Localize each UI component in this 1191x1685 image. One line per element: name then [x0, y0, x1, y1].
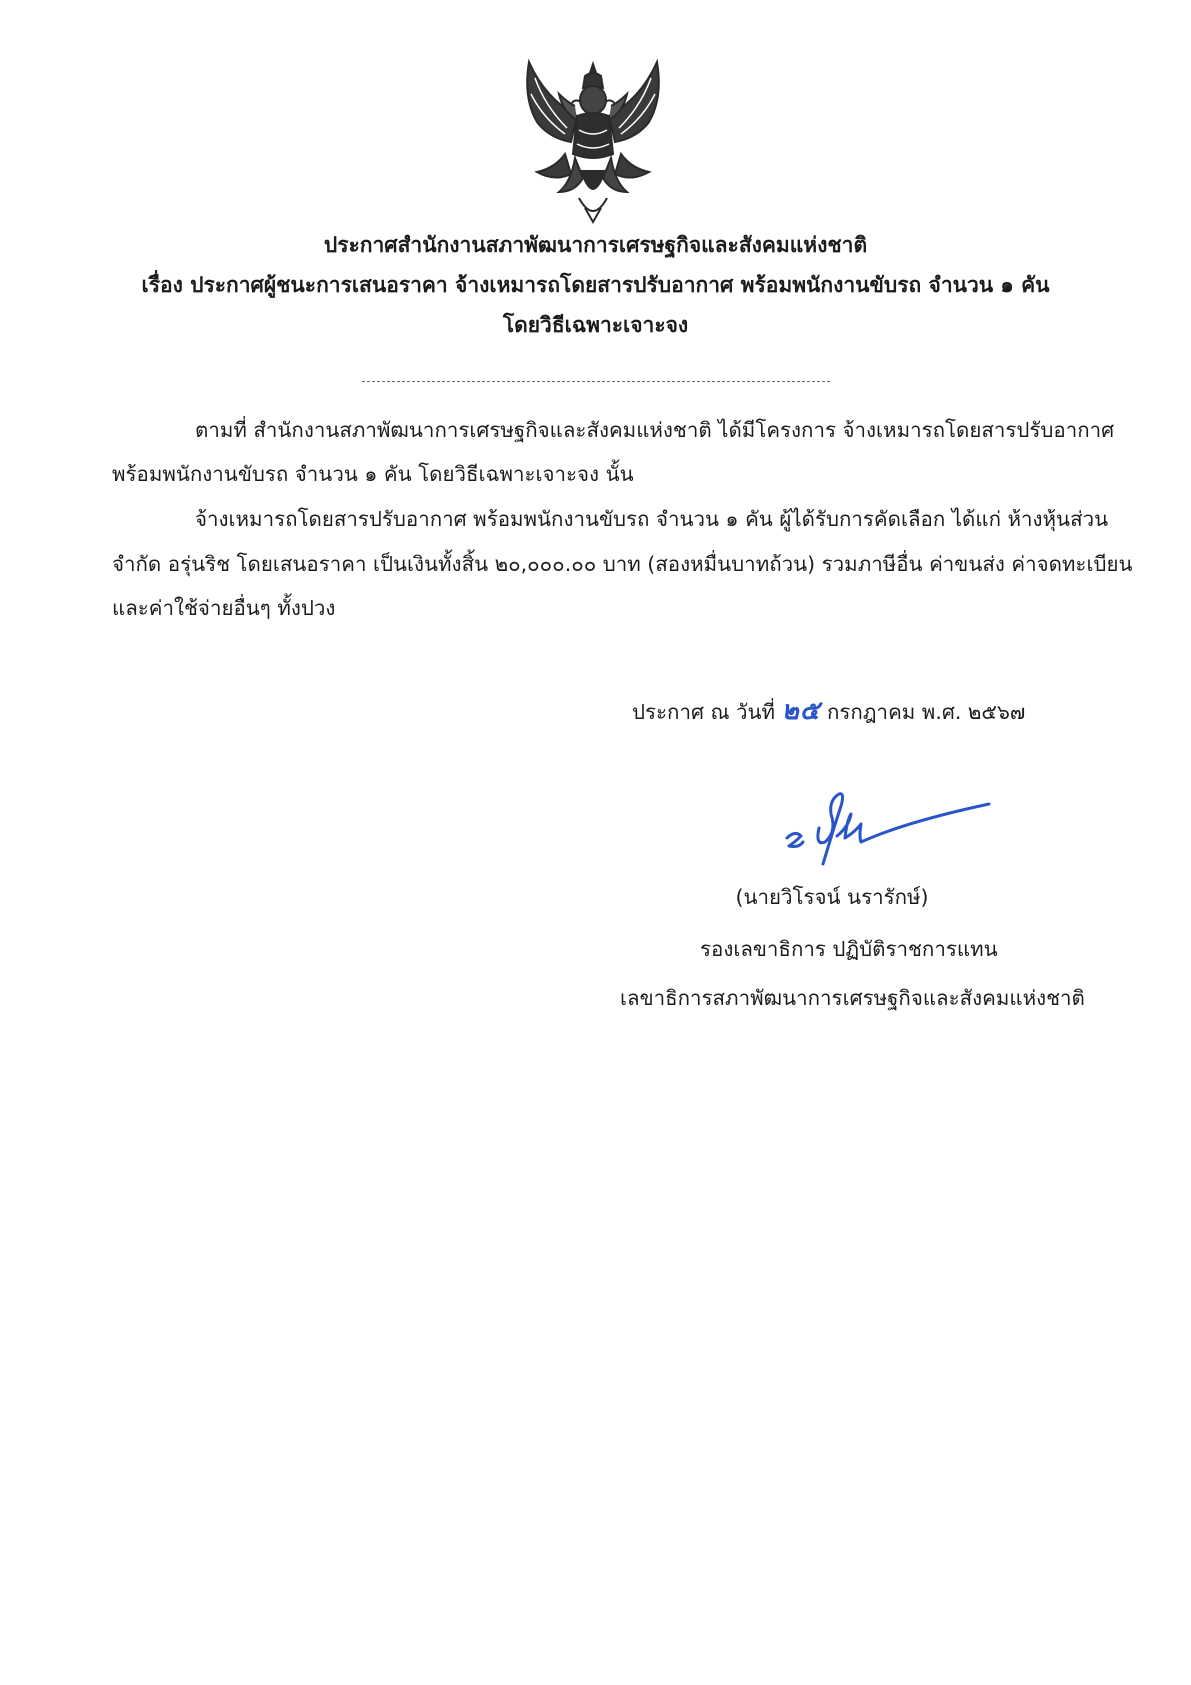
signatory-position-2: เลขาธิการสภาพัฒนาการเศรษฐกิจและสังคมแห่งชาติ [620, 986, 1085, 1010]
date-day-handwritten: ๒๕ [781, 696, 821, 726]
paragraph-1-line-2: พร้อมพนักงานขับรถ จำนวน ๑ คัน โดยวิธีเฉพาะเจาะจง นั้น [112, 462, 634, 486]
title-line-2: เรื่อง ประกาศผู้ชนะการเสนอราคา จ้างเหมารถโดยสารปรับอากาศ พร้อมพนักงานขับรถ จำนวน ๑ คัน [141, 273, 1050, 297]
date-prefix: ประกาศ ณ วันที่ [632, 700, 776, 724]
paragraph-2-line-1: จ้างเหมารถโดยสารปรับอากาศ พร้อมพนักงานขับรถ จำนวน ๑ คัน ผู้ได้รับการคัดเลือก ได้แก่ ห้างหุ้นส่วน [195, 507, 1109, 531]
signatory-position-1: รองเลขาธิการ ปฏิบัติราชการแทน [700, 937, 998, 961]
garuda-emblem-icon [515, 58, 671, 228]
paragraph-2-line-3: และค่าใช้จ่ายอื่นๆ ทั้งปวง [112, 596, 336, 620]
title-line-3: โดยวิธีเฉพาะเจาะจง [502, 313, 689, 337]
paragraph-2-line-2: จำกัด อรุ่นริช โดยเสนอราคา เป็นเงินทั้งสิ้น ๒๐,๐๐๐.๐๐ บาท (สองหมื่นบาทถ้วน) รวมภาษีอื่น ค่าขนส่ง ค่าจดทะเบียน [112, 552, 1133, 576]
handwritten-signature [785, 780, 995, 880]
date-suffix: กรกฎาคม พ.ศ. ๒๕๖๗ [826, 700, 1026, 724]
title-line-1: ประกาศสำนักงานสภาพัฒนาการเศรษฐกิจและสังคมแห่งชาติ [323, 233, 868, 257]
separator-rule [362, 381, 830, 382]
paragraph-1-line-1: ตามที่ สำนักงานสภาพัฒนาการเศรษฐกิจและสังคมแห่งชาติ ได้มีโครงการ จ้างเหมารถโดยสารปรับอากาศ [195, 418, 1115, 442]
signatory-name: (นายวิโรจน์ นรารักษ์) [735, 885, 929, 909]
date-line [632, 696, 1025, 727]
